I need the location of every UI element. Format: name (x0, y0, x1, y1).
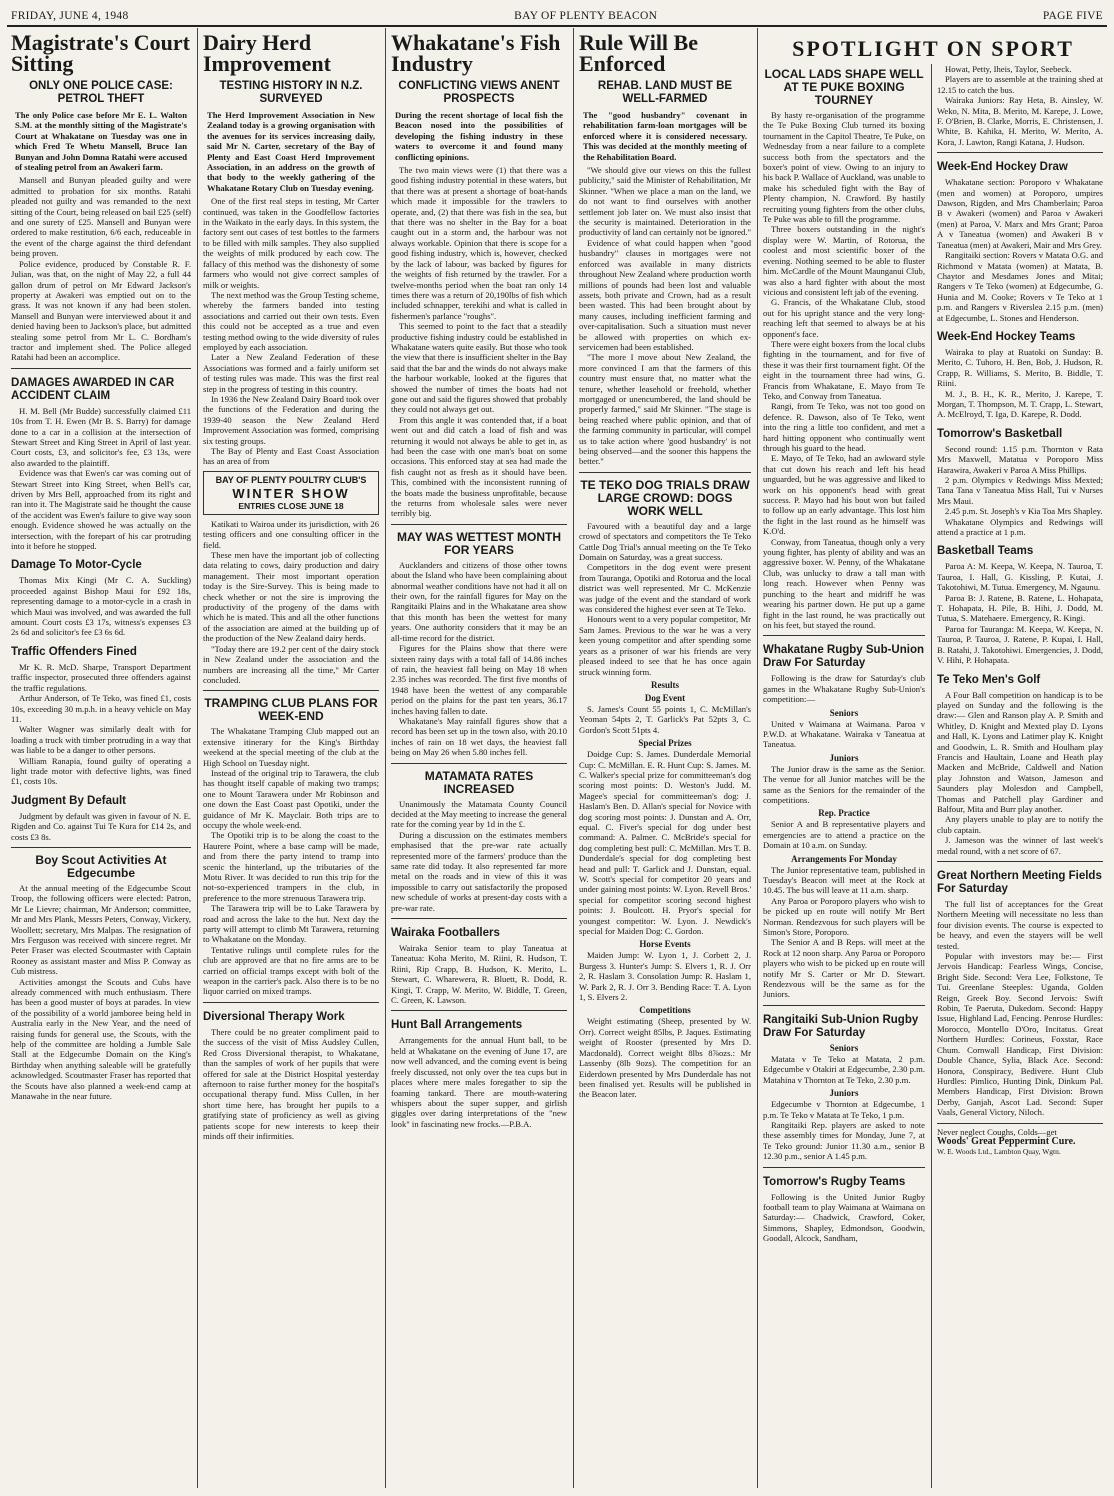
paragraph: Wairaka Juniors: Ray Heta, B. Ainsley, W. Weko, N. Mita, B. Merito, M. Karepe, J. Lowe, F. O'Brien, B. Clarke, Morris, E. Christensen, J. White, B. Kahika, H. Merito, W. Merito, A. Kora, J. Lawton, Rangi Katana, J. Hudson. (937, 95, 1103, 147)
paragraph: There could be no greater compliment paid to the success of the visit of Miss Audsley Cullen, Red Cross Diversional therapist, to Whakatane, than the samples of work of her pupils that were offered for sale at the District Hospital yesterday afternoon to raise further money for the hospital's occupational therapy fund. Miss Cullen, in her short time here, has brought her pupils to a gratifying state of proficiency as well as giving patients scope for new interests to keep their minds off their infirmities. (203, 1026, 379, 1141)
paragraph: 2.45 p.m. St. Joseph's v Kia Toa Mrs Shapley. (945, 506, 1103, 517)
paragraph: The Opotiki trip is to be along the coast to the Haurere Point, where a base camp will be made, and from there the party intend to tramp into scenic the hinterland, up the tributaries of the Motu River. It was decided to run this trip for the not-so-experienced trampers in the club, in preference to the more strenuous Tarawera trip. (203, 830, 379, 903)
paragraph: G. Francis, of the Whakatane Club, stood out for his upright stance and the very long-reaching left that seemed to always be at his opponent's face. (763, 297, 925, 339)
page-number: PAGE FIVE (1042, 10, 1103, 22)
paragraph: Aucklanders and citizens of those other towns about the Island who have been complaining about abnormal weather conditions have not had it all on their own, for the rainfall figures for May on the Rangitaiki Plains and in the Whakatane area show that this month has been the wettest for many years. One authority considers that it may be an all-time record for the district. (391, 559, 567, 643)
paragraph: Rangi, from Te Teko, was not too good on defence. R. Dawson, also of Te Teko, went into the ring a little too confident, and met a hard hitting opponent who continually went through his guard to the head. (763, 401, 925, 453)
headline: MATAMATA RATES INCREASED (424, 768, 534, 796)
paragraph: One of the first real steps in testing, Mr Carter continued, was taken in the Goodfellow factories in the Waikato in the early days. In this system, the factory sent out cases of test bottles to the farmers to be filled with milk samples. They also supplied the weights of milk produced by each cow. The fallacy of this method was the dishonesty of some farmers who would not give correct samples of milk or weights. (203, 196, 379, 290)
subheading: Special Prizes (638, 738, 692, 749)
ad-title: WINTER SHOW (232, 485, 350, 501)
paragraph: Rangitaiki Rep. players are asked to note these assembly times for Monday, June 7, at Te Teko ground: Junior 11.30 a.m., senior B 12.30 p.m., senior A 1.45 p.m. (763, 1119, 925, 1162)
paragraph: Favoured with a beautiful day and a large crowd of spectators and competitors the Te Teko Cattle Dog Trial's annual meeting on the Te Teko Domain on Saturday, was a great success. (579, 520, 751, 563)
paragraph: The Tarawera trip will be to Lake Tarawera by road and across the lake to the hut. Next day the party will attempt to climb Mt Tarawera, returning to Whakatane on the Monday. (203, 903, 379, 945)
paragraph: Instead of the original trip to Tarawera, the club has thought itself capable of making two tramps; one to Mount Tarawera under Mr Robinson and one down the East Coast past Opotiki, under the guidance of Mr K. Mayclair. Both trips are to occupy the whole week-end. (203, 767, 379, 830)
paragraph: A Four Ball competition on handicap is to be played on Sunday and the following is the draw:— Glen and Ranson play A. P. Smith and Whitley, D. Knight and Mexted play D. Lyons and Hall, K. Lyons and Latimer play K. Knight and Goodwin, L. R. Smith and Houlham play Francis and Haultain, Loane and Heath play Macken and McBride, Caldwell and Nation play Johnston and Watson, Jameson and Saunders play Molesdon and Campbell, Thomas and Patchell play Gardiner and Balfour, Mita and Burr play another. (937, 689, 1103, 814)
paragraph: Paroa B: J. Ratene, B. Ratene, L. Hohapata, T. Hohapata, H. Pile, B. Hihi, J. Dodd, M. Tutua, S. Matehaere. Emergency, R. Kingi. (937, 592, 1103, 624)
paragraph: Rangitaiki section: Rovers v Matata O.G. and Richmond v Matata (women) at Matata, B. Chaytor and Mesdames Jones and Mitai; Rangers v Te Teko (women) at Edgecumbe, G. Hunia and M. Cooke; Rovers v Te Teko at 1 p.m. and Rangers v Riverslea 2.15 p.m. (men) at Edgecumbe, L. Stones and Henderson. (937, 250, 1103, 323)
headline: Week-End Hockey Draw (937, 161, 1068, 174)
headline: Basketball Teams (937, 545, 1034, 558)
paragraph: Unanimously the Matamata County Council decided at the May meeting to increase the general rate for the coming year by 1d in the £. (391, 798, 567, 830)
column-4 (575, 28, 755, 1488)
headline: Hunt Ball Arrangements (391, 1019, 523, 1032)
paragraph: Matata v Te Teko at Matata, 2 p.m. Edgecumbe v Otakiri at Edgecumbe, 2.30 p.m. Matahina v Thornton at Te Teko, 2.30 p.m. (763, 1053, 925, 1085)
column-1 (7, 28, 195, 1488)
paragraph: H. M. Bell (Mr Budde) successfully claimed £11 10s from T. H. Ewen (Mr B. S. Barry) for damage done to a car in a collision at the intersection of Stewart Street and King Street in April of last year. Court costs, £3, and solicitor's fee, £3 13s, were also awarded to the plaintiff. (11, 405, 191, 468)
paragraph: These men have the important job of collecting data relating to cows, dairy production and dairy management. Their most important operation today is the Sire-Survey. This is being made to check whether or not the sire is improving the productivity of the progeny of the dams with which he is mated. This and all the other functions of the association are aimed at the building up of the production of the New Zealand dairy herds. (203, 550, 379, 644)
paragraph: 2 p.m. Olympics v Redwings Miss Mexted; Tana Tana v Taneatua Miss Hall, Tui v Nurses Mrs Maui. (937, 475, 1103, 506)
paragraph: Doidge Cup: S. James. Dunderdale Memorial Cup: C. McMillan. E. R. Hunt Cup: S. James. M. C. Walker's special prize for committeeman's dog scoring most points: D. Weston's Judd. M. Magee's special for committeeman's dog: J. Haslam's Ben. D. Allan's special for Novice with dog scoring most points: J. Dunstan and A. Orr, equal. C. Fiver's special for dog under best command: A. Palmer. C. McBride's special for dog completing best pull: C. McMillan. Mrs T. B. Dunderdale's special for dog completing best head and pull: T. Garlick and J. Dunstan, equal. W. Scott's special for competitor 20 years and under gaining most points: W. Lyon. Revell Bros.' special for competitor scoring second highest points: J. Boulcott. H. Pryor's special for youngest competitor: W. Lyon. J. Newdick's special for Maiden Dog: C. Gordon. (579, 749, 751, 937)
paragraph: William Ranapia, found guilty of operating a light trade motor with defective lights, was fined £1, costs 10s. (11, 755, 191, 787)
paragraph: Competitors in the dog event were present from Tauranga, Opotiki and Rotorua and the local district was well represented. Mr C. McKenzie was judge of the event and the standard of work was considered the highest ever seen at Te Teko. (579, 562, 751, 615)
paragraph: Judgment by default was given in favour of N. E. Rigden and Co. against Tui Te Kura for £14 2s, and costs £3 8s. (11, 810, 191, 842)
masthead (7, 4, 1107, 27)
paragraph: Walter Wagner was similarly dealt with for loading a truck with timber protruding in a way that was liable to be a danger to other persons. (11, 724, 191, 756)
subheading: Dog Event (644, 692, 686, 703)
paragraph: The Bay of Plenty and East Coast Association has an area of from (203, 446, 379, 467)
headline: Traffic Offenders Fined (11, 645, 137, 658)
paragraph: Conway, from Taneatua, though only a very young fighter, has plenty of ability and was an aggressive boxer. W. Penny, of the Whakatane Club, was unlucky to draw a tall man with long reach. However when Penny was punching to the heart and midriff he was wearing his partner down. He put up a game fight in the last round, he was practically out on his feet, but stayed the round. (763, 536, 925, 630)
paragraph: E. Mayo, of Te Teko, had an awkward style that cut down his reach and left his head unguarded, but he was aggressive and liked to work on his opponent's head with great success. P. Mayo had his bout won but failed to follow up an early advantage. This lost him the fight in the last round as he himself was K.O'd. (763, 453, 925, 537)
deck: TESTING HISTORY IN N.Z. SURVEYED (219, 80, 363, 105)
paragraph: United v Waimana at Waimana. Paroa v P.W.D. at Whakatane. Wairaka v Taneatua at Taneatua. (763, 718, 925, 750)
paragraph: Whakatane's May rainfall figures show that a record has been set up in the town also, with 20.10 inches of rain on 18 wet days, the heaviest fall being on May 26 when 5.80 inches fell. (391, 715, 567, 758)
headline: Week-End Hockey Teams (937, 330, 1076, 343)
headline: Rangitaiki Sub-Union Rugby Draw For Saturday (763, 1013, 919, 1039)
column-6 (933, 28, 1107, 1488)
lead-paragraph: The Herd Improvement Association in New Zealand today is a growing organisation with the avenues for its services increasing daily, said Mr N. Carter, secretary of the Bay of Plenty and East Coast Herd Improvement Association, in an address on the growth of that body to the weekly gathering of the Whakatane Rotary Club on Tuesday evening. (207, 110, 375, 193)
paragraph: Whakatane Olympics and Redwings will attend a practice at 1 p.m. (937, 516, 1103, 538)
ad-line: ENTRIES CLOSE JUNE 18 (238, 500, 344, 511)
paragraph: In 1936 the New Zealand Dairy Board took over the functions of the Federation and during the 1939-40 season the New Zealand Herd Improvement Association was formed, comprising six testing groups. (203, 393, 379, 446)
paragraph: The Junior draw is the same as the Senior. The venue for all Junior matches will be the same as the Seniors for the remainder of the competitions. (763, 763, 925, 805)
column-2 (199, 28, 383, 1488)
headline: Whakatane Rugby Sub-Union Draw For Saturday (763, 644, 924, 670)
paragraph: J. Jameson was the winner of last week's medal round, with a net score of 67. (937, 835, 1103, 856)
paragraph: At the annual meeting of the Edgecumbe Scout Troop, the following officers were elected: Patron, Mr Le Lievre; chairman, Mr Anderson; committee, Mr and Mrs Plank, Messrs Peters, Conway, Vickery, Woollett; secretary, Mrs Malpas. The resignation of Mrs Ferguson was received with sincere regret. Mr Peter Fraser was elected Scoutmaster with Captain Rooney as assistant master and Miss P. Conway as Cub mistress. (11, 882, 191, 977)
deck: CONFLICTING VIEWS ANENT PROSPECTS (398, 80, 560, 105)
paragraph: Wairaka Senior team to play Taneatua at Taneatua: Koha Merito, M. Riini, R. Hudson, T. Riini, Rip Crapp, B. Hudson, K. Merito, L. Stewart, C. Wharewera, R. Bluett, R. Dodd, R. Kingi, T. Crapp, W. Merito, W. Biddle, T. Green, C. Green, K. Lawson. (391, 943, 567, 1006)
paragraph: "Today there are 19.2 per cent of the dairy stock in New Zealand under the association and the numbers are increasing all the time," Mr Carter concluded. (203, 643, 379, 685)
subheading: Horse Events (639, 939, 691, 950)
paragraph: The next method was the Group Testing scheme, whereby the farmers banded into testing associations and carried out their own tests. Even this could not be accepted as a true and even testing method owing to the wide diversity of rules employed by each association. (203, 289, 379, 352)
paragraph: Mansell and Bunyan pleaded guilty and were admitted to probation for six months. Ratahi pleaded not guilty and was remanded to the next sitting of the Court, being released on bail £25 (self) and one surety of £25. Mansell and Bunyan were ordered to make restitution, 6/6 each, reduceable in the event of the charge against the third defendant being proven. (11, 175, 191, 259)
subheading: Results (650, 679, 679, 690)
paragraph: Arthur Anderson, of Te Teko, was fined £1, costs 10s, exceeding 30 m.p.h. in a heavy vehicle on May 11. (11, 693, 191, 724)
paragraph: By hasty re-organisation of the programme the Te Puke Boxing Club turned its boxing tournament in the Capitol Theatre, Te Puke, on Wednesday from a near failure to a complete success both from the spectators and the boxer's point of view. Owing to an injury to his back P. Wallace of Auckland, was unable to make his scheduled fight with the Bay of Plenty champion, N. Crawford. By hastily recruiting young fighters from the other clubs, Te Puke was able to fill the programme. (763, 110, 925, 225)
paragraph: "The more I move about New Zealand, the more convinced I am that the farmers of this country must ensure that, no matter what the tenure, whether leasehold or freehold, whether mortgaged or unencumbered, the land should be properly farmed," said Mr Skinner. "The stage is being reached where public opinion, and that of the farming community in particular, will compel us to take action where 'good husbandry' is not being observed—and the sooner this happens the better." (579, 352, 751, 467)
headline: Tomorrow's Basketball (937, 427, 1063, 440)
issue-date: FRIDAY, JUNE 4, 1948 (11, 10, 129, 22)
paragraph: Weight estimating (Sheep, presented by W. Orr). Correct weight 85lbs, P. Jaques. Estimating weight of Rooster (presented by Mrs D. Macdonald). Correct weight 8lbs 8⅞ozs.: Mr Lassenby (8lb 9ozs). The competition for an Eiderdown presented by Mrs Dunderdale has not been finalised yet. Results will be published in the Beacon later. (579, 1016, 751, 1100)
peppermint-cure-ad (937, 1123, 1103, 1158)
subheading: Rep. Practice (818, 808, 870, 819)
section-title-sport: SPOTLIGHT ON SPORT (792, 36, 1074, 61)
paragraph: Mr K. R. McD. Sharpe, Transport Department traffic inspector, prosecuted three offenders against the traffic regulations. (11, 661, 191, 693)
ad-line: Never neglect Coughs, Colds—get (937, 1126, 1057, 1137)
paragraph: Later a New Zealand Federation of these Associations was formed and a fairly uniform set of testing rules was made. This was the first real step in the progress of testing in this country. (203, 352, 379, 394)
lead-paragraph: During the recent shortage of local fish the Beacon nosed into the possibilities of developing the fishing industry in these waters to overcome it and found many conflicting opinions. (395, 110, 563, 162)
lead-paragraph: The only Police case before Mr E. L. Walton S.M. at the monthly sitting of the Magistrate's Court at Whakatane on Tuesday was one in which Fred Te Whetu Mansell, Bruce Ian Bunyan and John Domna Ratahi were accused of stealing petrol from an Awakeri farm. (15, 110, 187, 173)
paragraph: Paroa for Tauranga: M. Keepa, W. Keepa, N. Tauroa, P. Tauroa, J. Ratene, P. Kupai, I. Hall, B. Ratahi, J. Takotohiwi. Emergencies, J. Dodd, V. Hihi, P. Hohapata. (937, 623, 1103, 666)
headline-dairy: Dairy Herd Improvement (203, 30, 331, 76)
paragraph: From this angle it was contended that, if a boat went out and did catch a load of fish and was returning it would not always be able to get in, as had been the case with one man's boat on some occasions. This enforced stay at sea had made the fish caught not as fresh as it should have been. This, combined with the inconsistent running of the boats made the business unprofitable, because the returns from wholesale sales were never terribly big. (391, 414, 567, 519)
headline: Judgment By Default (11, 794, 127, 807)
paragraph: M. J., B. H., K. R., Merito, J. Karepe, T. Morgan, T. Thompson, M. T. Crapp, L. Stewart, A. McElroyd, T. Iga, D. Karepe, R. Dodd. (937, 388, 1103, 420)
paragraph: The Whakatane Tramping Club mapped out an extensive itinerary for the King's Birthday weekend at the special meeting of the club at the High School on Tuesday night. (203, 726, 379, 768)
paragraph: The full list of acceptances for the Great Northern Meeting will necessitate no less than four division events. The course is expected to be heavy, and even the stayers will be well tested. (937, 899, 1103, 951)
paragraph: Figures for the Plains show that there were sixteen rainy days with a total fall of 14.86 inches of rain, the heaviest fall being on May 18 when 2.35 inches was recorded. The first five months of 1948 have been the wettest of any comparable period on the plains for the past ten years, 36.17 inches having fallen to date. (391, 643, 567, 716)
paragraph: Wairaka to play at Ruatoki on Sunday: B. Merito, C. Tuhoro, H. Ben, Bob, J. Hudson, R. Crapp, R. Williams, S. Merito, B. Biddle, T. Riini. (937, 346, 1103, 389)
paragraph: Senior A and B representative players and emergencies are to attend a practice on the Domain at 10 a.m. on Sunday. (763, 819, 925, 851)
headline-magistrate: Magistrate's Court Sitting (11, 30, 191, 76)
headline: MAY WAS WETTEST MONTH FOR YEARS (396, 529, 561, 557)
lead-paragraph: The "good husbandry" covenant in rehabilitation farm-loan mortgages will be enforced where it is considered necessary. This was decided at the monthly meeting of the Rehabilitation Board. (583, 110, 747, 162)
paragraph: Whakatane section: Poroporo v Whakatane (men and women) at Poroporo, umpires Dawson, Rigden, and Mrs Chamberlain; Paroa B v Awakeri (women) and Paroa v Awakeri (men) at Paroa, V. Marx and Mrs Grant; Paroa A v Taneatua (women) and Awakeri B v Taneatua (men) at Awakeri, Mair and Mrs Grey. (937, 177, 1103, 250)
paragraph: "We should give our views on this the fullest publicity," said the Minister of Rehabilitation, Mr Skinner. "When we place a man on the land, we do not want to find ourselves with another settlement job later on. We must also insist that the security is maintained. Deterioration in the productivity of land can certainly not be ignored." (579, 165, 751, 238)
headline: LOCAL LADS SHAPE WELL AT TE PUKE BOXING TOURNEY (764, 67, 924, 107)
headline: Boy Scout Activities At Edgecumbe (35, 852, 167, 880)
paragraph: Following is the draw for Saturday's club games in the Whakatane Rugby Sub-Union's competition:— (763, 673, 925, 705)
headline-fish: Whakatane's Fish Industry (391, 30, 561, 76)
headline: Te Teko Men's Golf (937, 673, 1041, 686)
paragraph: Three boxers outstanding in the night's display were W. Martin, of Rotorua, the coolest and most scientific boxer of the evening. Nothing seemed to be able to fluster him. McCardle of the Mount Maunganui Club, was also a hard fighter with about the most vicious and consistent left jab of the evening. (763, 224, 925, 297)
paragraph: Evidence of what could happen when "good husbandry" clauses in mortgages were not enforced was available in many districts throughout New Zealand where production worth millions of pounds had been lost and valuable assets, both private and Crown, had as a result been wasted. This had been brought about by many causes, including inefficient farming and over-capitalisation. Such a situation must never be allowed with properties on which ex-servicemen had been established. (579, 237, 751, 352)
paragraph: Evidence was that Ewen's car was coming out of Stewart Street into King Street, when Bell's car, driven by Mrs Bell, approached from its right and ran into it. The Magistrate said he thought the cause of the accident was Ewen's failure to give way soon enough. Evidence showed he was actually on the intersection, with the forepart of his car protruding into it before he stopped. (11, 468, 191, 552)
deck: REHAB. LAND MUST BE WELL-FARMED (597, 80, 733, 105)
paragraph: This seemed to point to the fact that a steadily productive fishing industry could be established in Whakatane waters quite easily. But those who took the view that there is insufficient shelter in the Bay said that the bar and the winds do not always make the harbour workable, looked at the figures that showed the number of times the boats had not gone out and said the figures showed that probably they could not always get out. (391, 321, 567, 415)
paragraph: The two main views were (1) that there was a good fishing industry potential in these waters, but that there was at present a shortage of boat-hands which made it impossible for the trawlers to operate, and, (2) that there was fish in the sea, but that there was no shelter in the Bay for a boat caught out in a storm and, the harbour was not always workable. Opinion that there is scope for a good fishing industry, which is, however, checked by the lack of labour, was backed by figures for the weights of fish returned by the trawler. For a twelve-months period when the boat ran only 14 times there was a return of 20,190lbs of fish which included schnapper, terekihi and what is called in fishermen's parlance "roughs". (391, 165, 567, 321)
headline-rule: Rule Will Be Enforced (579, 30, 698, 76)
headline: TE TEKO DOG TRIALS DRAW LARGE CROWD: DOGS WORK WELL (580, 477, 750, 518)
ad-line: W. E. Woods Ltd., Lambton Quay, Wgtn. (937, 1147, 1061, 1157)
paragraph: There were eight boxers from the local clubs fighting in the tournament, and for five of these it was their first tournament fight. Of the eight in the tournament three had wins, G. Francis from Whakatane, E. Mayo from Te Teko, and Conway from Taneatua. (763, 338, 925, 401)
paragraph: S. James's Count 55 points 1, C. McMillan's Yeoman 54pts 2, T. Garlick's Pat 52pts 3, C. Gordon's Scott 51pts 4. (579, 703, 751, 735)
paragraph: Thomas Mix Kingi (Mr C. A. Suckling) proceeded against Bishop Maui for £92 18s, representing damage to a motor-cycle in a crash in which Maui was involved, and was awarded the full amount. Court costs £3 17s, witness's expenses £3 2s 6d and solicitor's fee £3 6s 6d. (11, 575, 191, 638)
paragraph: The Junior representative team, published in Tuesday's Beacon will meet at the Rock at 10.45. The bus will leave at 11 a.m. sharp. (763, 864, 925, 896)
headline: DAMAGES AWARDED IN CAR ACCIDENT CLAIM (11, 376, 175, 402)
headline: Damage To Motor-Cycle (11, 559, 142, 572)
deck: ONLY ONE POLICE CASE: PETROL THEFT (29, 80, 173, 105)
subheading: Seniors (829, 1042, 859, 1053)
subheading: Seniors (829, 707, 859, 718)
poultry-show-ad (203, 471, 379, 515)
paragraph: Police evidence, produced by Constable R. F. Julian, was that, on the night of May 22, a full 44 gallon drum of petrol on Mr Edward Jackson's property at Awakeri was emptied out on to the grass. It was not known if any had been stolen. Mansell and Bunyan were interviewed about it and denied having been to Jackson's place, but admitted stealing some petrol from Mr L. C. Bordham's tractor and implement shed. The Police alleged Ratahi had been an accomplice. (11, 258, 191, 363)
paragraph: Players are to assemble at the training shed at 12.15 to catch the bus. (937, 74, 1103, 95)
ad-brand: Woods' Great Peppermint Cure. (937, 1135, 1076, 1147)
ad-line: BAY OF PLENTY POULTRY CLUB'S (215, 474, 367, 485)
subheading: Arrangements For Monday (791, 853, 897, 864)
paragraph: Any Paroa or Poroporo players who wish to be picked up en route will notify Mr Bert Norman. Rendezvous for such players will be Simon's Store, Poroporo. (763, 895, 925, 938)
headline: Diversional Therapy Work (203, 1010, 345, 1023)
headline: Great Northern Meeting Fields For Saturday (937, 870, 1102, 895)
paragraph: Tentative rulings until complete rules for the club are approved are that no fire arms are to be carried on official tramps except with bolt of the weapon in the carrier's pack. Also there is to be no liquor carried on mixed tramps. (203, 944, 379, 997)
headline: TRAMPING CLUB PLANS FOR WEEK-END (204, 696, 378, 724)
subheading: Juniors (829, 752, 859, 763)
headline: Tomorrow's Rugby Teams (763, 1175, 906, 1188)
paragraph: Arrangements for the annual Hunt ball, to be held at Whakatane on the evening of June 17, are now well advanced, and the coming event is being freely discussed, not only over the tea cups but in places where mere males foregather to sip the foaming tankard. There are mouth-watering whispers about the super supper, and girlish giggles over daring interpretations of the "new look" in fascinating new frocks.—P.B.A. (391, 1035, 567, 1129)
paragraph: Following is the United Junior Rugby football team to play Waimana at Waimana on Saturday:— Chadwick, Crawford, Coker, Simmons, Shapley, Edmondson, Goodwin, Goodall, Alcock, Sandham, (763, 1191, 925, 1244)
paragraph: Activities amongst the Scouts and Cubs have already commenced with much enthusiasm. There has been a good muster of boys at parades. In view of the possibility of a world jamboree being held in Australia early in the New Year, and the need of raising funds for general use, the Scouts, with the help of the committee are holding a Jumble Sale Stall at the Edgecumbe Domain on the King's Birthday when anything saleable will be gratefully acknowledged. Scoutmaster Fraser has reported that the Scouts have also planned a week-end camp at Manawahe in the near future. (11, 976, 191, 1102)
newspaper-page (7, 4, 1107, 1488)
paragraph: Katikati to Wairoa under its jurisdiction, with 26 testing officers and one consulting officer in the field. (203, 518, 379, 550)
headline: Wairaka Footballers (391, 927, 500, 940)
paragraph: Paroa A: M. Keepa, W. Keepa, N. Tauroa, T. Tauroa, I. Hall, G. Kissling, P. Kutai, J. Takotohiwi, M. Tutua. Emergency, M. Ngaunu. (937, 561, 1103, 593)
paragraph: Any players unable to play are to notify the club captain. (937, 814, 1103, 835)
subheading: Juniors (829, 1088, 859, 1099)
paragraph: Edgecumbe v Thornton at Edgecumbe, 1 p.m. Te Teko v Matata at Te Teko, 1 p.m. (763, 1099, 925, 1120)
paragraph: Maiden Jump: W. Lyon 1, J. Corbett 2, J. Burgess 3. Hunter's Jump: S. Elvers 1, R. J. Orr 2, R. Haslam 3. Consolation Jump: R. Haslam 1, W. Park 2, R. J. Orr 3. Bending Race: T. A. Lyon 1, S. Elvers 2. (579, 950, 751, 1003)
paragraph: The Senior A and B Reps. will meet at the Rock at 12 noon sharp. Any Paroa or Poroporo players who wish to be picked up en route will notify Mr S. Carter or Mr D. Stewart. Rendezvous will be the same as for the Juniors. (763, 937, 925, 1000)
paragraph: Second round: 1.15 p.m. Thornton v Rata Mrs Maxwell, Matatua v Poroporo Miss Harawira, Awakeri v Paroa A Miss Phillips. (937, 443, 1103, 475)
paragraph: Howat, Petty, Iheis, Taylor, Seebeck. (945, 64, 1072, 74)
paragraph: Popular with investors may be:— First Jervois Handicap: Fearless Wings, Concise, Bright Side. Second: Vera Lee, Folkstone, Te Tui. Greenlane Steeples: Uganda, Golden Reign, Greek Boy. Second Jervois: Swift Robin, Te Paeruta, Dukedom. Second: Happy Issue, Highland Lad, Fencing. Penrose Hurdles: Morocco, Montello D'Oro, Incitatus. Great Northern Hurdles: Corineus, Foxstar, Race Chum. Cornwall Handicap, First Division: Double Chance, Sylia, Black Ace. Second: Honora, Conspiracy, Bedivere. Hunt Club Hurdles: Pimlico, Hunting Dink, Dinkum Pal. Members Handicap, First Division: Brown Derby, Ganjah, Ascot Lad. Second: Super Vaals, General Victory, Niloch. (937, 951, 1103, 1118)
column-3 (387, 28, 571, 1488)
paragraph: During a discussion on the estimates members emphasised that the pre-war rate actually represented more of the farmers' produce than the same rate did today. It also represented far more metal on the roads and in view of this it was impossible to carry out satisfactorily the proposed new schedule of works at present-day costs with a pre-war rate. (391, 829, 567, 913)
subheading: Competitions (639, 1005, 691, 1016)
paper-name: BAY OF PLENTY BEACON (514, 10, 658, 22)
paragraph: Honours went to a very popular competitor, Mr Sam James. Previous to the war he was a very keen young competitor and after spending some years as a prisoner of war his friends are very pleased indeed to see that he has once again struck winning form. (579, 614, 751, 677)
